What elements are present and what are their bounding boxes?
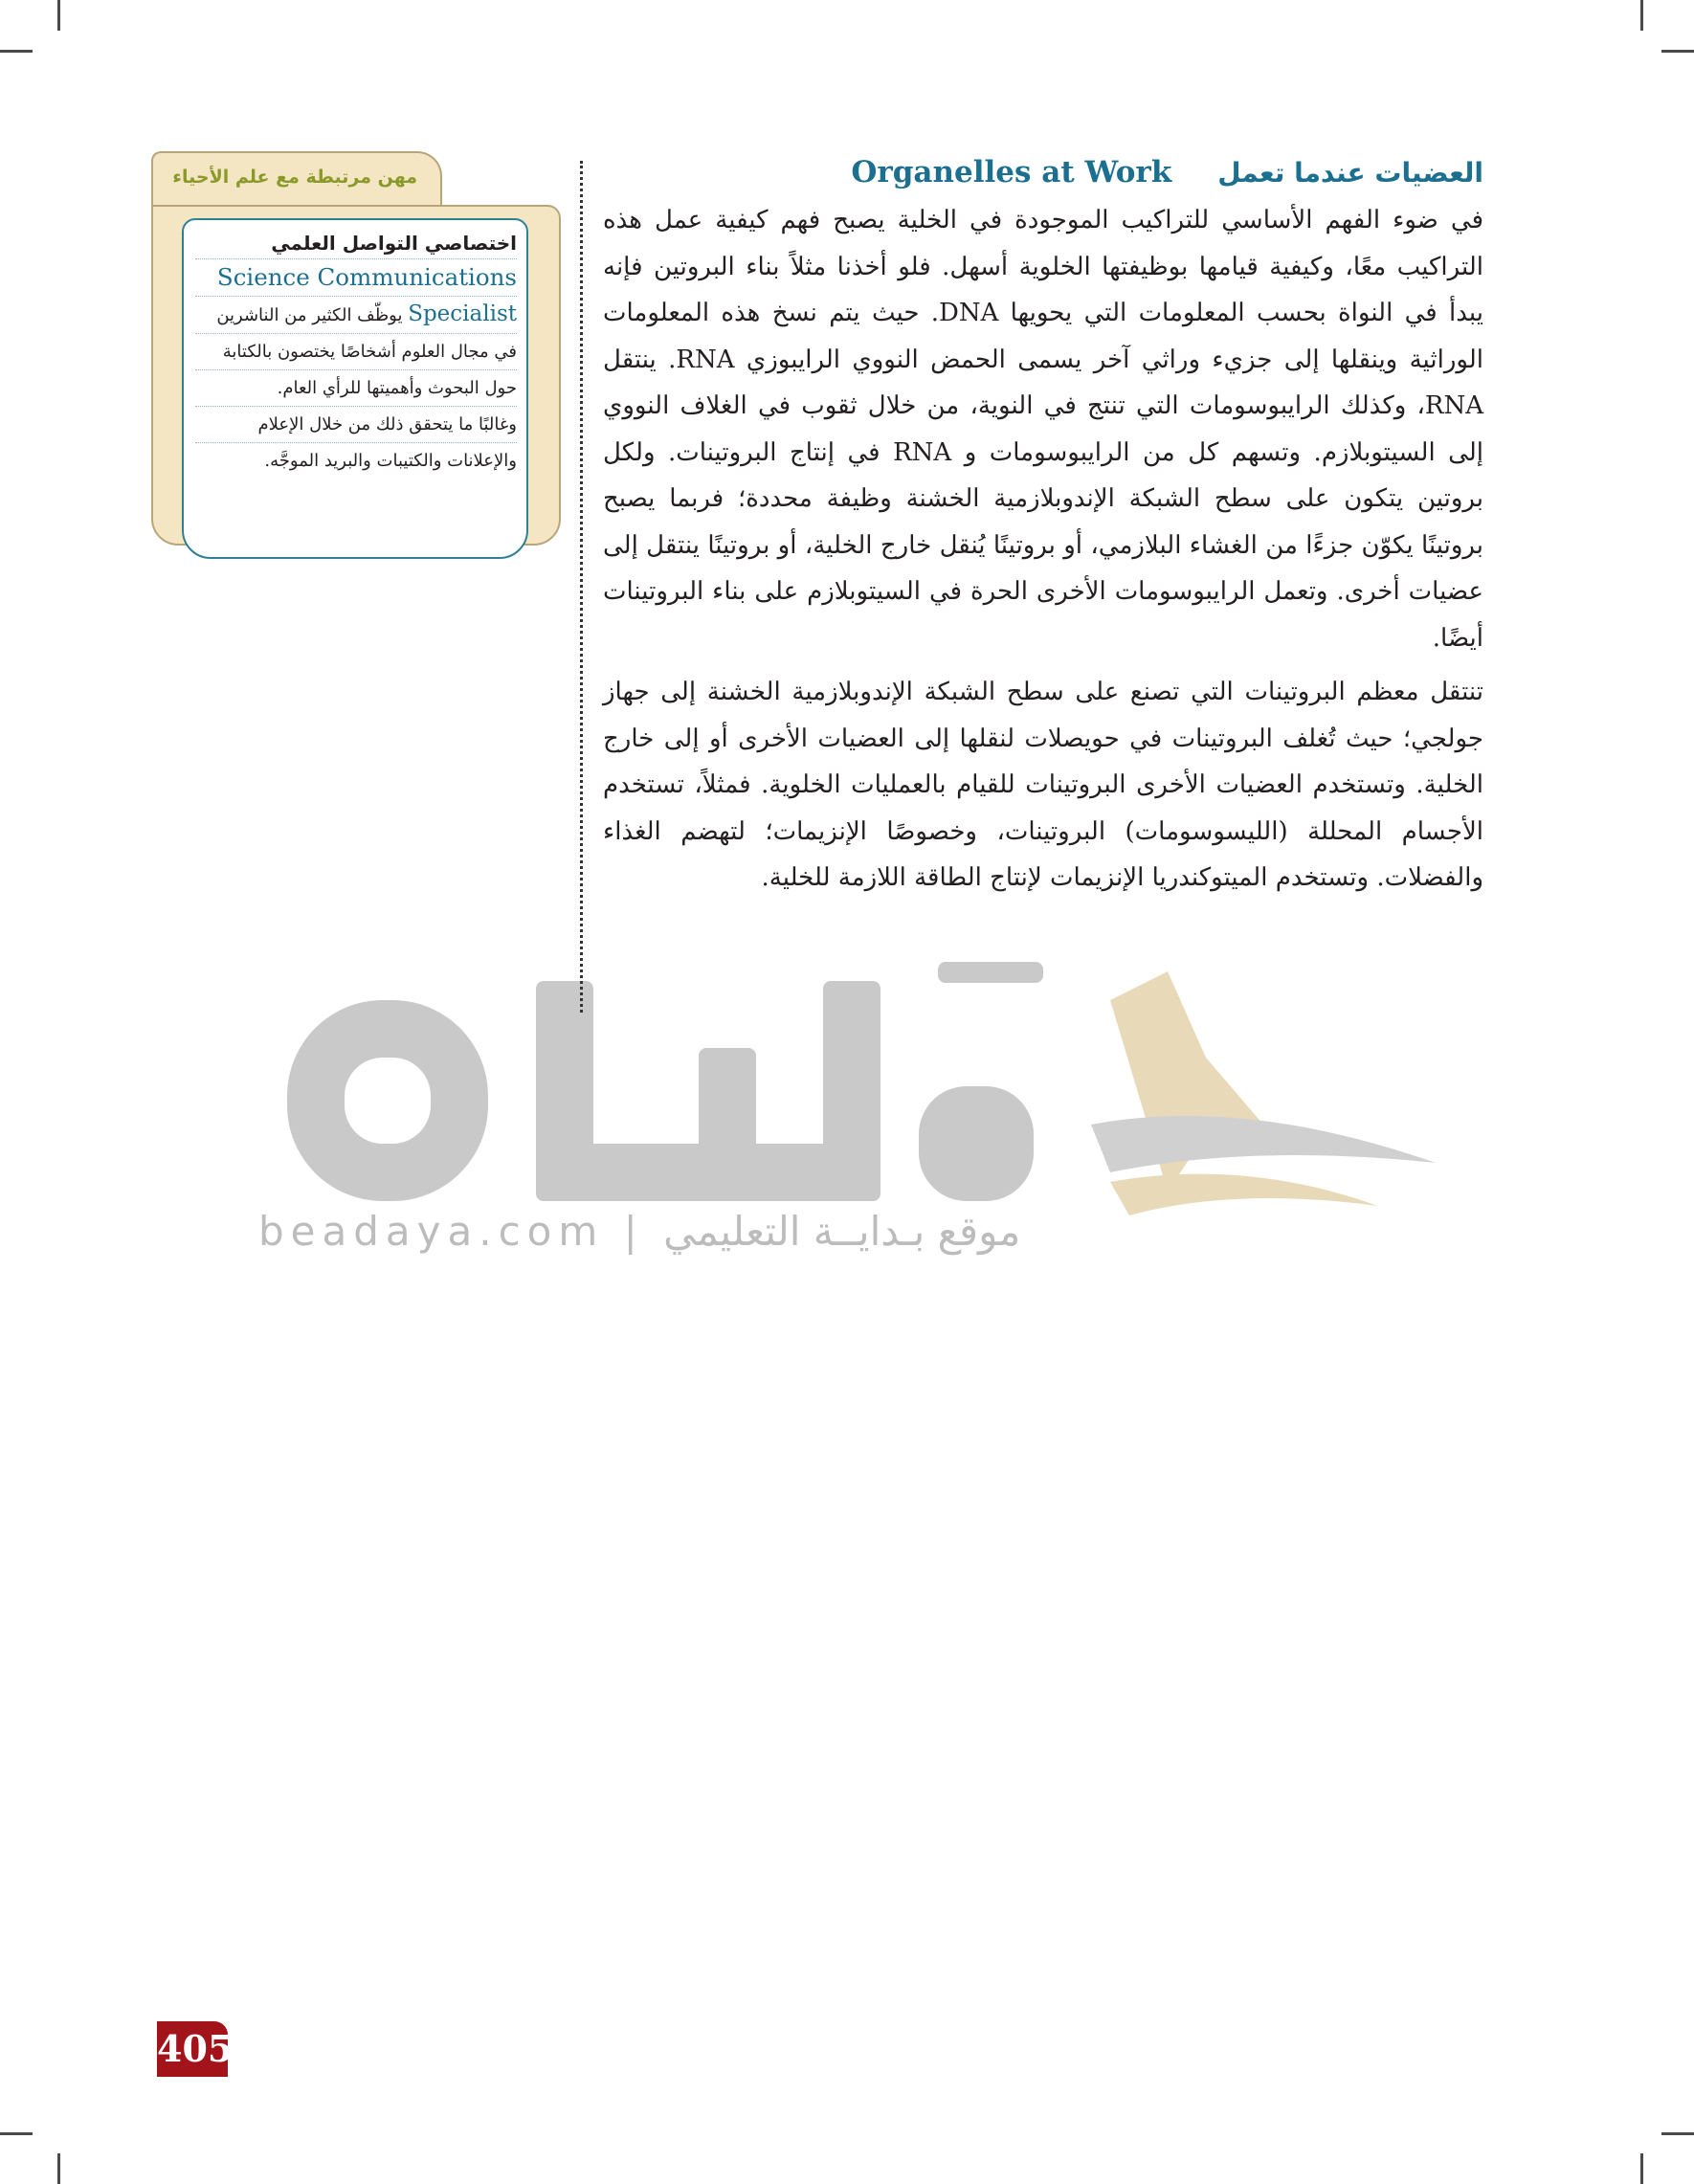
sidebar-tab-label: مهن مرتبطة مع علم الأحياء <box>172 167 417 188</box>
paragraph-1: في ضوء الفهم الأساسي للتراكيب الموجودة في الخلية يصبح فهم كيفية عمل هذه التراكيب معًا، وكيفية قيامها بوظيفتها الخلوية أسهل. فلو أخذنا مثلاً بناء البروتين فإنه يبدأ في النواة بحسب المعلومات التي يحويها DNA. حيث يتم نسخ هذه المعلومات الوراثية وينقلها إلى جزيء وراثي آخر يسمى الحمض النووي الرايبوزي RNA. ينتقل RNA، وكذلك الرايبوسومات التي تنتج في النوية، من خلال ثقوب في الغلاف النووي إلى السيتوبلازم. وتسهم كل من الرايبوسومات و RNA في إنتاج البروتينات. ولكل بروتين يتكون على سطح الشبكة الإندوبلازمية الخشنة وظيفة محددة؛ فربما يصبح بروتينًا يكوّن جزءًا من الغشاء البلازمي، أو بروتينًا يُنقل خارج الخلية، أو بروتينًا ينتقل إلى عضيات أخرى. وتعمل الرايبوسومات الأخرى الحرة في السيتوبلازم على بناء البروتينات أيضًا. <box>603 206 1483 653</box>
career-title-ar: اختصاصي التواصل العلمي <box>195 232 517 259</box>
crop-mark <box>1661 2132 1694 2135</box>
crop-mark <box>1640 0 1643 31</box>
crop-mark <box>0 50 33 53</box>
career-text-line-4: وغالبًا ما يتحقق ذلك من خلال الإعلام <box>195 407 517 443</box>
career-text-line <box>195 297 517 334</box>
career-card <box>182 218 528 559</box>
career-text-line-5: والإعلانات والكتيبات والبريد الموجَّه. <box>264 451 517 471</box>
career-text-line-3: حول البحوث وأهميتها للرأي العام. <box>195 370 517 407</box>
crop-mark <box>57 2153 60 2184</box>
crop-mark <box>1640 2153 1643 2184</box>
section-heading <box>603 155 1483 189</box>
paragraph-2: تنتقل معظم البروتينات التي تصنع على سطح الشبكة الإندوبلازمية الخشنة إلى جهاز جولجي؛ حيث تُغلف البروتينات في حويصلات لنقلها إلى العضيات الأخرى أو إلى خارج الخلية. وتستخدم العضيات الأخرى البروتينات للقيام بالعمليات الخلوية. فمثلاً، تستخدم الأجسام المحللة (الليسوسومات) البروتينات، وخصوصًا الإنزيمات؛ لتهضم الغذاء والفضلات. وتستخدم الميتوكندريا الإنزيمات لإنتاج الطاقة اللازمة للخلية. <box>603 678 1483 892</box>
career-title-en-cont: Specialist <box>408 301 517 326</box>
column-divider <box>580 161 583 1013</box>
page-number: 405 <box>157 2021 228 2077</box>
career-text-line-1: يوظّف الكثير من الناشرين <box>216 305 403 325</box>
career-title-en: Science Communications <box>195 259 517 297</box>
crop-mark <box>0 2132 33 2135</box>
sidebar-tab <box>151 151 442 207</box>
crop-mark <box>57 0 60 31</box>
crop-mark <box>1661 50 1694 53</box>
career-text-line-2: في مجال العلوم أشخاصًا يختصون بالكتابة <box>195 334 517 370</box>
watermark-caption: beadaya.com | موقع بـدايــة التعليمي <box>258 1208 1021 1255</box>
section-heading-en: Organelles at Work <box>851 155 1172 189</box>
section-heading-ar: العضيات عندما تعمل <box>1217 157 1483 189</box>
main-content <box>603 155 1483 909</box>
